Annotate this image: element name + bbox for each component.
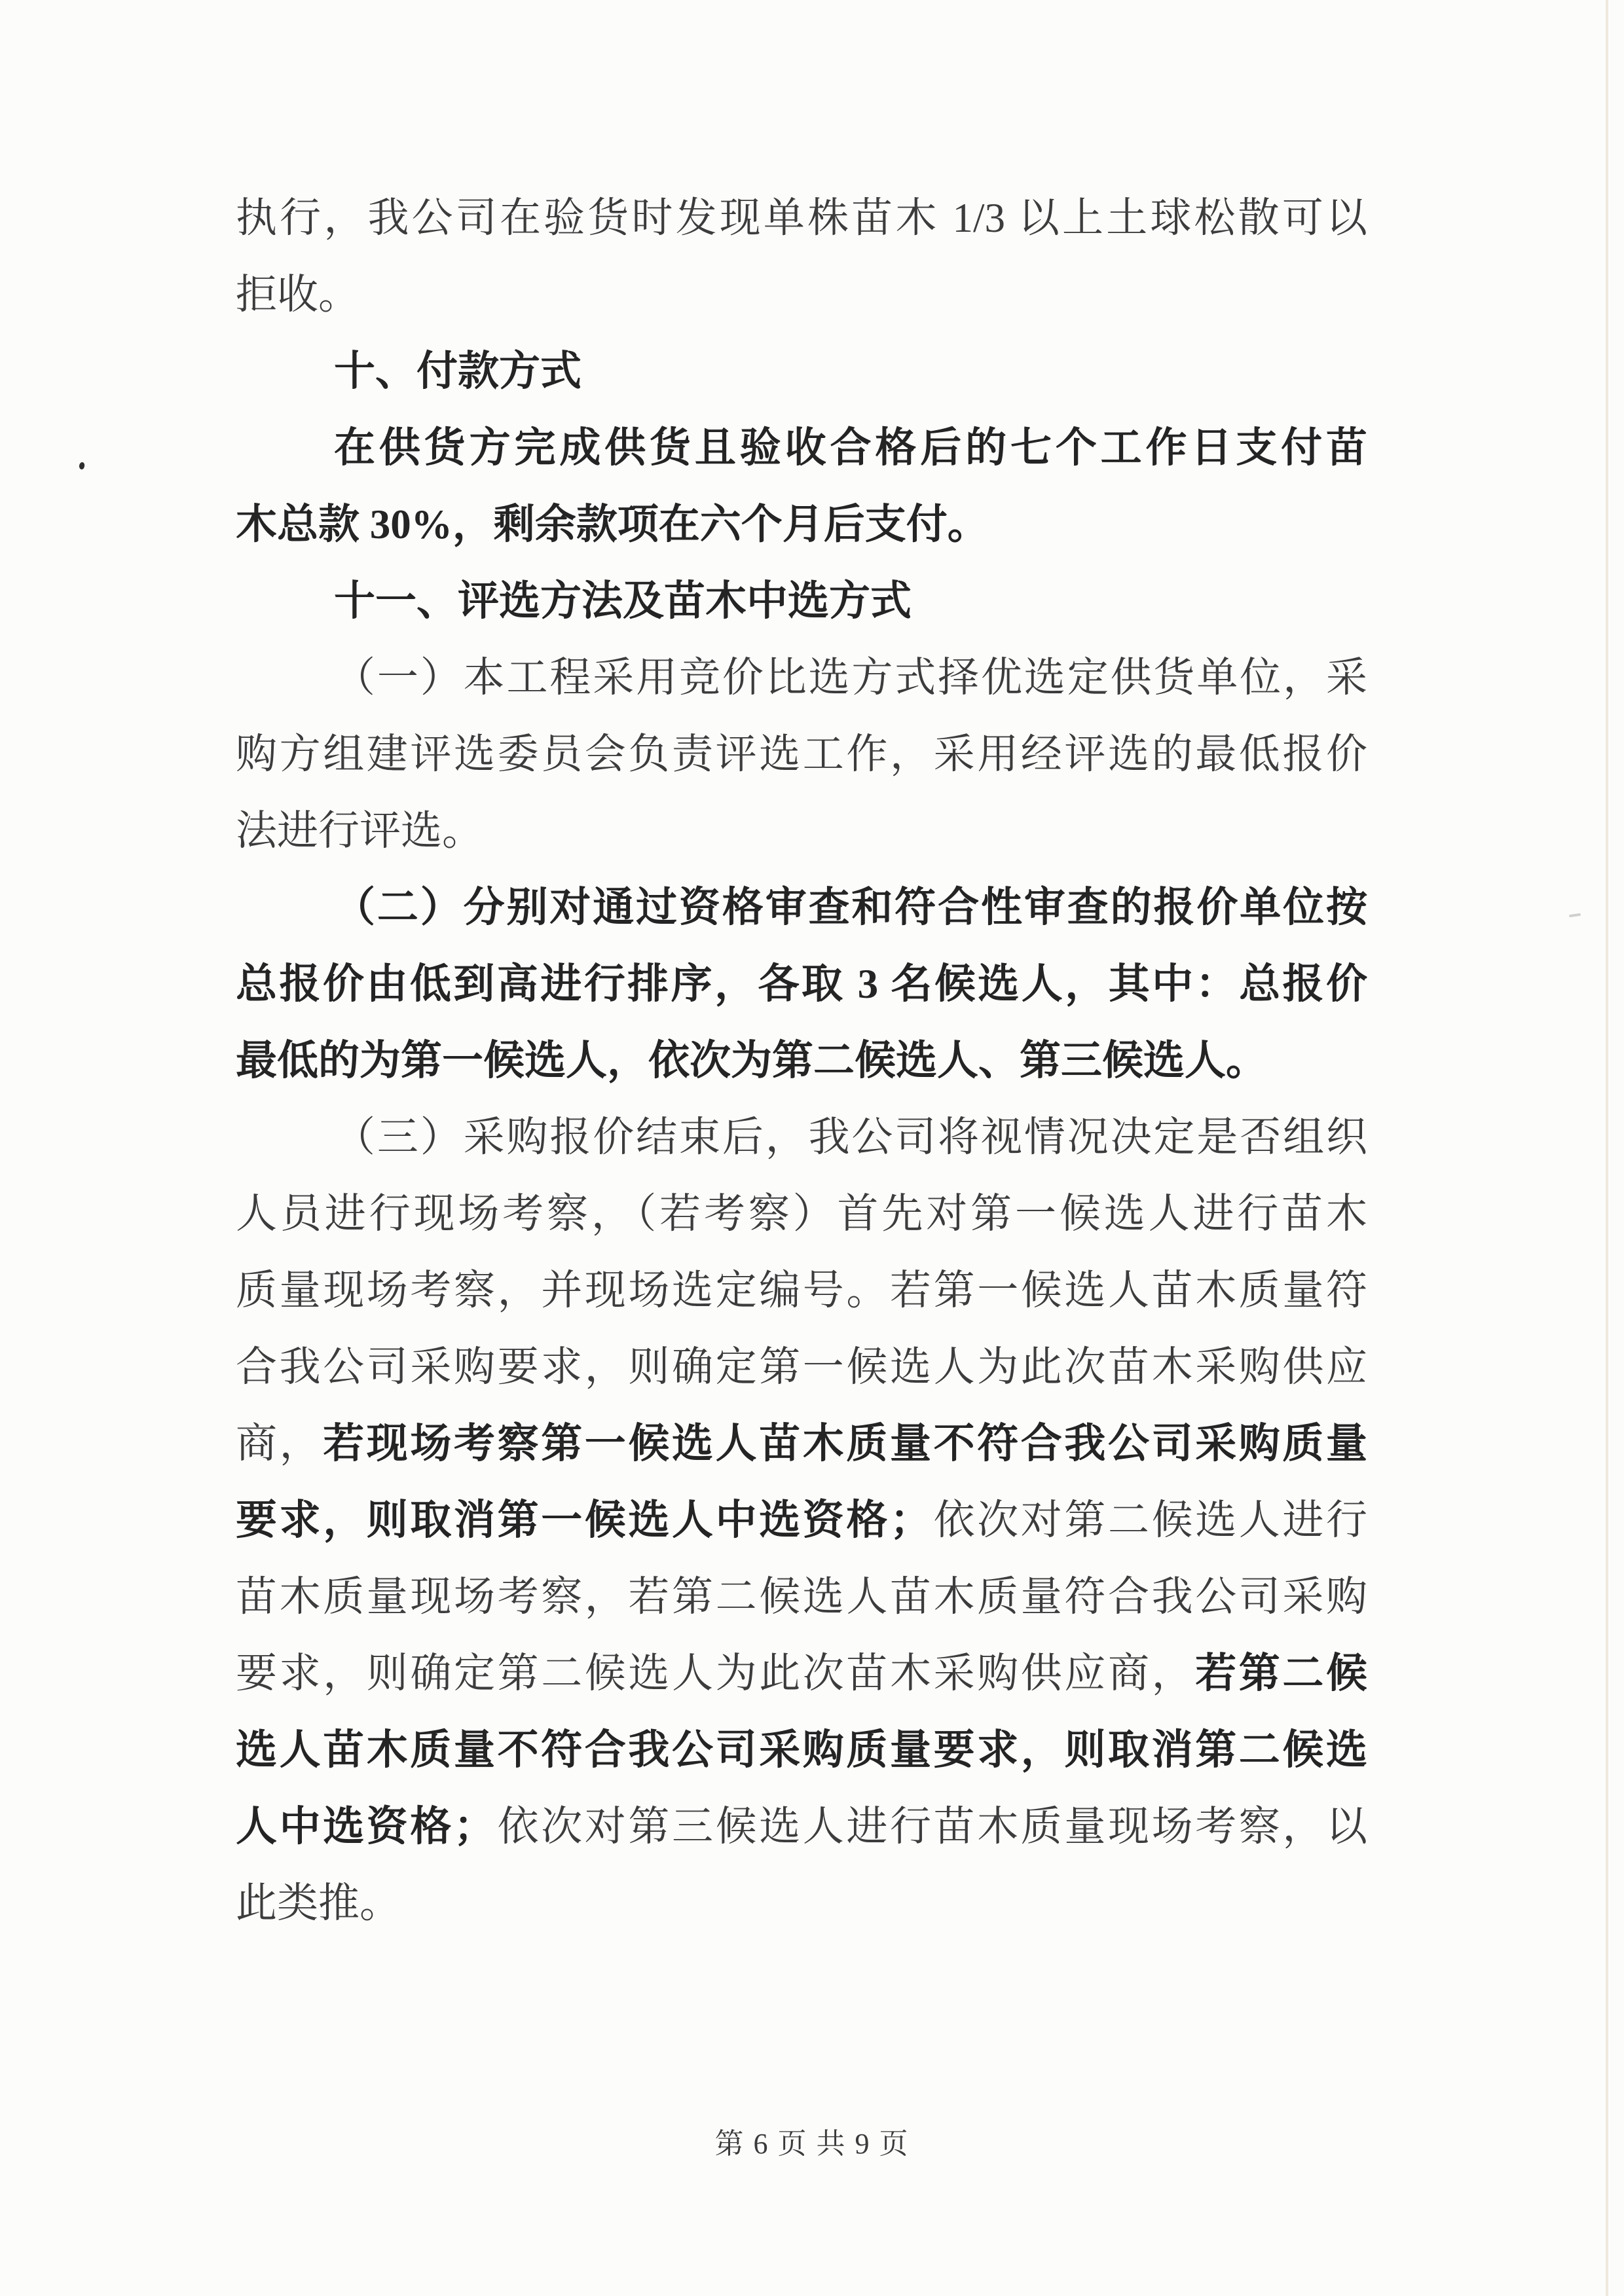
text-run: 执行，我公司在验货时发现单株苗木 1/3 以上土球松散可以 <box>236 195 1367 241</box>
text-run: 若现场考察第一候选人苗木质量不符合我公司采购质量 <box>323 1421 1368 1467</box>
text-line <box>236 869 1367 946</box>
text-line <box>236 1482 1367 1559</box>
text-line <box>236 1329 1367 1406</box>
text-run: 十、付款方式 <box>334 348 581 394</box>
text-run: 选人苗木质量不符合我公司采购质量要求，则取消第二候选 <box>236 1727 1367 1773</box>
text-line <box>236 1865 1367 1942</box>
text-line <box>236 1559 1367 1635</box>
text-run: 合我公司采购要求，则确定第一候选人为此次苗木采购供应 <box>236 1344 1367 1390</box>
text-run: 若第二候 <box>1195 1650 1368 1696</box>
text-run: 木总款 30%，剩余款项在六个月后支付。 <box>236 501 989 547</box>
text-line <box>236 1635 1367 1712</box>
text-run: 十一、评选方法及苗木中选方式 <box>334 578 912 624</box>
text-run: 依次对第二候选人进行 <box>931 1497 1367 1543</box>
text-line <box>236 1406 1367 1482</box>
text-run: 要求，则确定第二候选人为此次苗木采购供应商， <box>236 1650 1196 1696</box>
text-line <box>236 793 1367 869</box>
text-run: 最低的为第一候选人，依次为第二候选人、第三候选人。 <box>236 1038 1267 1084</box>
text-line <box>236 1252 1367 1329</box>
text-line <box>236 1099 1367 1176</box>
text-line <box>236 1789 1367 1865</box>
text-run: 此类推。 <box>236 1880 401 1926</box>
text-line <box>236 640 1367 716</box>
text-line <box>236 1176 1367 1252</box>
text-run: 总报价由低到高进行排序，各取 3 名候选人，其中：总报价 <box>236 961 1367 1007</box>
text-run: 商， <box>236 1421 323 1467</box>
text-run: 购方组建评选委员会负责评选工作，采用经评选的最低报价 <box>236 731 1367 777</box>
text-run: （一）本工程采用竞价比选方式择优选定供货单位，采 <box>334 655 1367 701</box>
text-run: 法进行评选。 <box>236 808 483 854</box>
text-line <box>236 1023 1367 1099</box>
text-run: 要求，则取消第一候选人中选资格； <box>236 1497 931 1543</box>
text-line <box>236 716 1367 793</box>
text-line <box>236 1712 1367 1789</box>
section-heading-selection <box>236 563 1367 640</box>
scanner-streak <box>1606 0 1608 2296</box>
page-footer: 第 6 页 共 9 页 <box>714 2128 910 2160</box>
text-run: （二）分别对通过资格审查和符合性审查的报价单位按 <box>334 884 1367 930</box>
text-run: （三）采购报价结束后，我公司将视情况决定是否组织 <box>334 1114 1367 1160</box>
document-body <box>236 180 1367 1942</box>
scan-speck-dash <box>1569 913 1581 917</box>
text-line <box>236 410 1367 486</box>
text-run: 苗木质量现场考察，若第二候选人苗木质量符合我公司采购 <box>236 1574 1367 1620</box>
text-line <box>236 257 1367 333</box>
section-heading-payment <box>236 333 1367 410</box>
text-run: 人员进行现场考察，（若考察）首先对第一候选人进行苗木 <box>236 1191 1367 1237</box>
text-run: 在供货方完成供货且验收合格后的七个工作日支付苗 <box>334 425 1367 471</box>
text-run: 拒收。 <box>236 272 360 318</box>
text-run: 质量现场考察，并现场选定编号。若第一候选人苗木质量符 <box>236 1267 1367 1313</box>
scan-ink-speck <box>79 462 85 469</box>
text-line <box>236 946 1367 1023</box>
text-line <box>236 180 1367 257</box>
text-line <box>236 486 1367 563</box>
text-run: 依次对第三候选人进行苗木质量现场考察，以 <box>495 1804 1367 1850</box>
text-run: 人中选资格； <box>236 1804 495 1850</box>
